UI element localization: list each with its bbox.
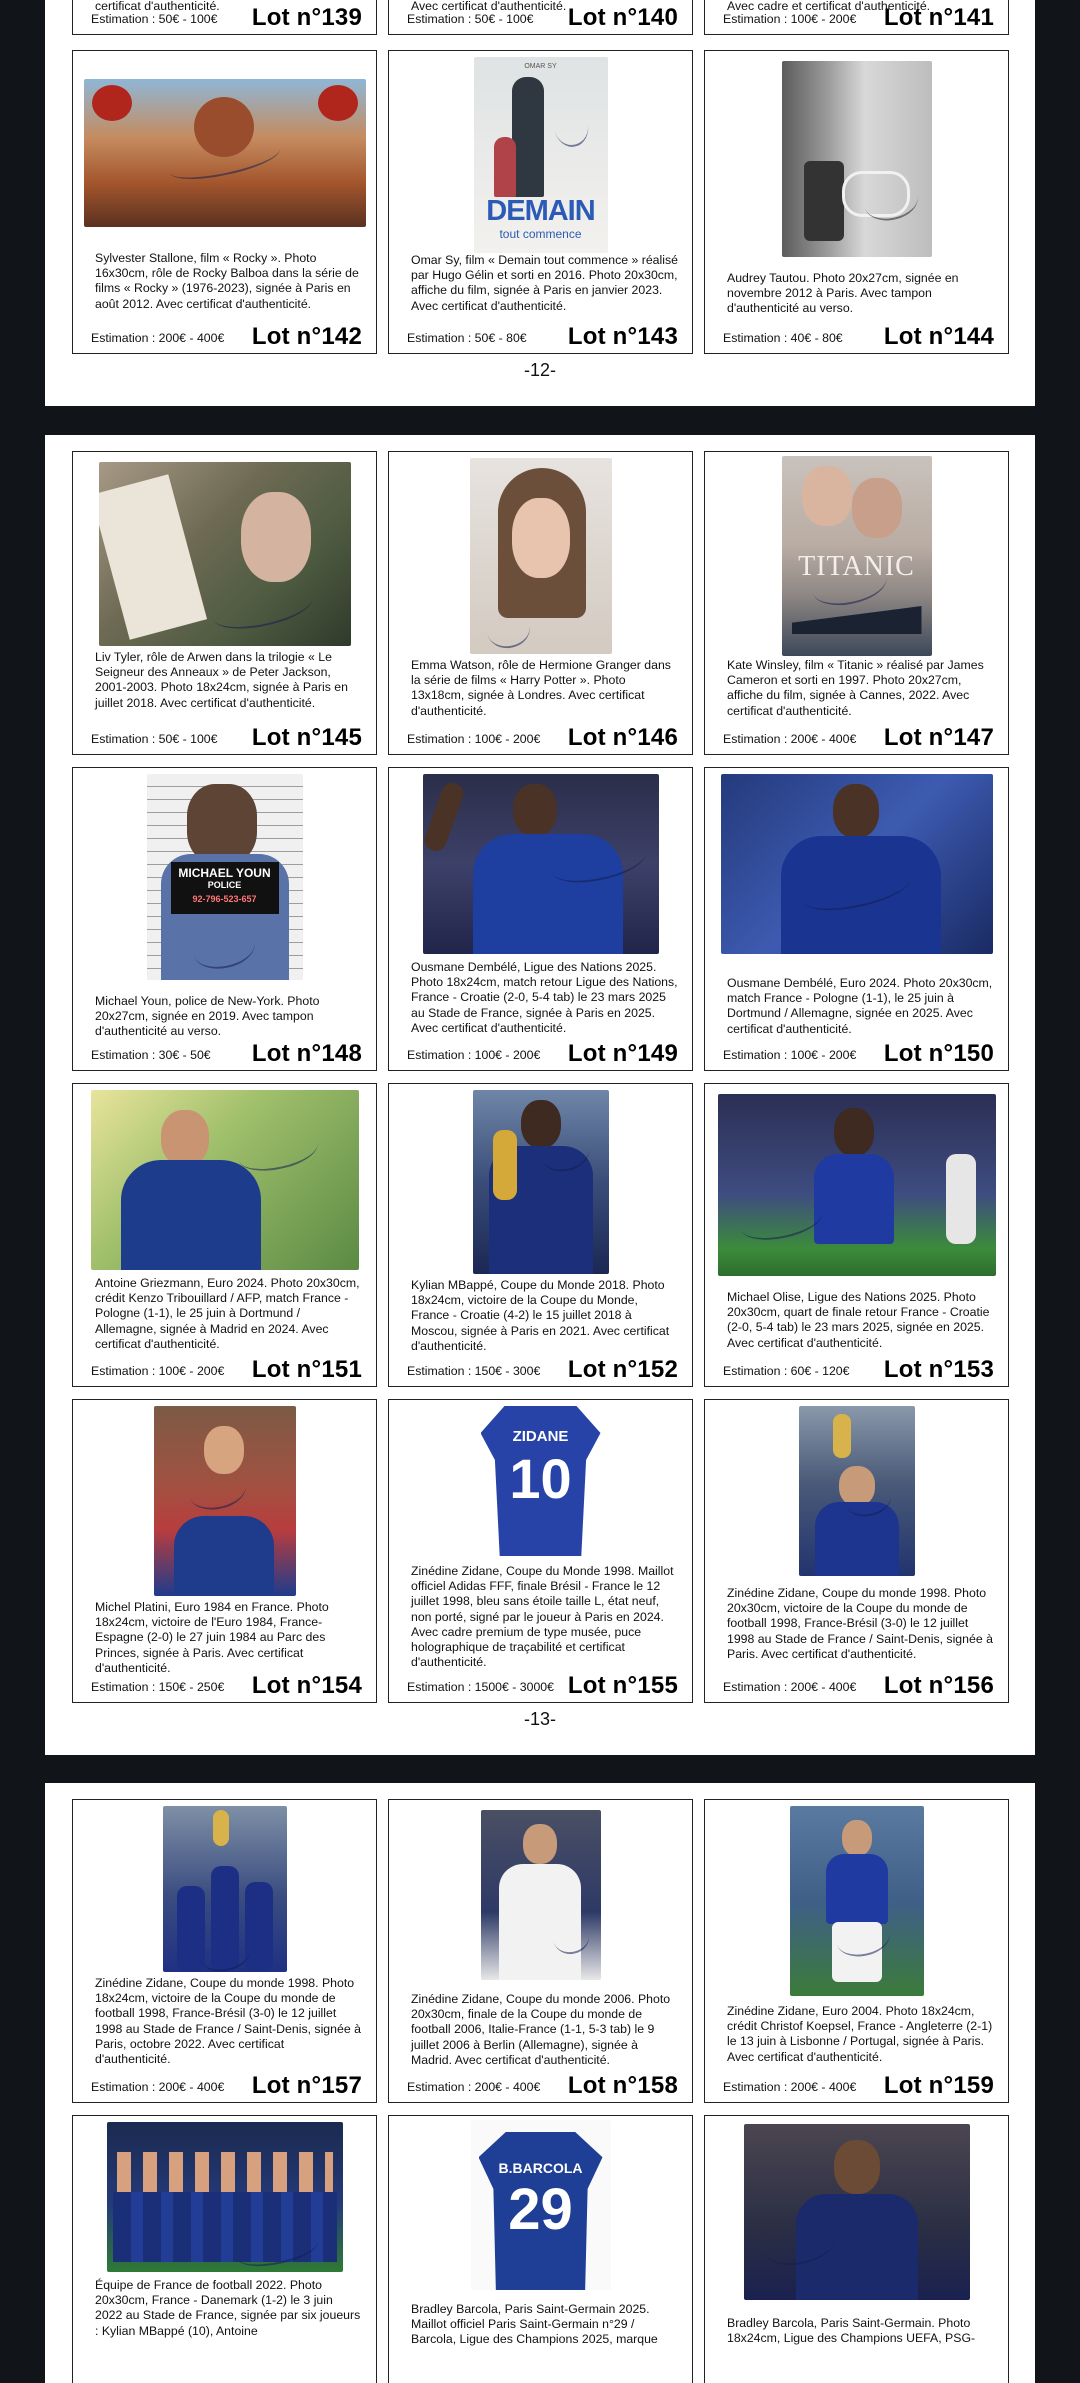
lot-estimate: Estimation : 100€ - 200€ bbox=[91, 1364, 225, 1378]
lot-description: Sylvester Stallone, film « Rocky ». Photo 16x30cm, rôle de Rocky Balboa dans la série de films « Rocky » (1976-2023), signée à Paris en août 2012. Avec certificat d'authenticité. bbox=[95, 251, 359, 311]
jersey-name: ZIDANE bbox=[512, 1428, 569, 1445]
lot-description: Avec cadre et certificat d'authenticité. bbox=[727, 0, 931, 13]
poster-top-text: OMAR SY bbox=[524, 63, 557, 70]
lot-number: Lot n°156 bbox=[883, 1672, 994, 1699]
lot-estimate: Estimation : 50€ - 100€ bbox=[91, 12, 218, 26]
lot-number: Lot n°158 bbox=[567, 2072, 678, 2099]
lot-photo-zidane-2004 bbox=[790, 1806, 924, 1996]
lot-number: Lot n°140 bbox=[567, 4, 678, 31]
lot-number: Lot n°144 bbox=[883, 323, 994, 350]
lot-estimate: Estimation : 100€ - 200€ bbox=[723, 1048, 857, 1062]
lot-estimate: Estimation : 1500€ - 3000€ bbox=[407, 1680, 554, 1694]
lot-number: Lot n°155 bbox=[567, 1672, 678, 1699]
lot-estimate: Estimation : 100€ - 200€ bbox=[407, 732, 541, 746]
lot-number: Lot n°142 bbox=[251, 323, 362, 350]
lot-photo-dembele-2025 bbox=[423, 774, 659, 954]
jersey-name: B.BARCOLA bbox=[498, 2160, 583, 2176]
lot-photo-olise bbox=[718, 1094, 996, 1276]
lot-card-144[interactable] bbox=[704, 50, 1009, 354]
lot-number: Lot n°147 bbox=[883, 724, 994, 751]
lot-card-146[interactable] bbox=[388, 451, 693, 755]
lot-photo-barcola bbox=[744, 2124, 970, 2300]
lot-description: Ousmane Dembélé, Euro 2024. Photo 20x30cm, match France - Pologne (1-1), le 25 juin à Dortmund / Allemagne, signée en 2025. Avec certificat d'authenticité. bbox=[727, 976, 993, 1036]
jersey-number: 10 bbox=[509, 1447, 572, 1510]
lot-poster-titanic bbox=[782, 456, 932, 656]
page-number: -12- bbox=[523, 360, 556, 380]
lot-estimate: Estimation : 100€ - 200€ bbox=[407, 1048, 541, 1062]
lot-photo-mbappe bbox=[473, 1090, 609, 1274]
lot-estimate: Estimation : 50€ - 100€ bbox=[91, 732, 218, 746]
lot-card-143[interactable] bbox=[388, 50, 693, 354]
page-number: -13- bbox=[523, 1709, 556, 1729]
poster-title: TITANIC bbox=[798, 551, 915, 582]
lot-description: Bradley Barcola, Paris Saint-Germain 2025. Maillot officiel Paris Saint-Germain n°29 / Barcola, Ligue des Champions 2025, marque bbox=[411, 2302, 658, 2347]
lot-photo-michael-youn bbox=[147, 774, 303, 980]
lot-estimate: Estimation : 200€ - 400€ bbox=[407, 2080, 541, 2094]
lot-description: Emma Watson, rôle de Hermione Granger dans la série de films « Harry Potter ». Photo 13x18cm, signée à Londres. Avec certificat d'authenticité. bbox=[411, 658, 671, 718]
lot-estimate: Estimation : 60€ - 120€ bbox=[723, 1364, 850, 1378]
lot-card-149[interactable] bbox=[388, 767, 693, 1071]
lot-card-161[interactable] bbox=[388, 2115, 693, 2383]
lot-card-155[interactable] bbox=[388, 1399, 693, 1703]
lot-card-154[interactable] bbox=[72, 1399, 377, 1703]
poster-title: DEMAIN bbox=[486, 195, 595, 227]
catalog-page-12 bbox=[45, 0, 1035, 406]
lot-number: Lot n°149 bbox=[567, 1040, 678, 1067]
poster-subtitle: tout commence bbox=[499, 227, 582, 241]
lot-card-145[interactable] bbox=[72, 451, 377, 755]
lot-description: Michael Olise, Ligue des Nations 2025. Photo 20x30cm, quart de finale retour France - Croatie (2-0, 5-4 tab) le 23 mars 2025, signée en 2025. Avec certificat d'authenticité. bbox=[727, 1290, 990, 1350]
lot-number: Lot n°146 bbox=[567, 724, 678, 751]
lot-description: certificat d'authenticité. bbox=[95, 0, 220, 13]
lot-estimate: Estimation : 200€ - 400€ bbox=[91, 331, 225, 345]
lot-number: Lot n°152 bbox=[567, 1356, 678, 1383]
lot-description: Kate Winsley, film « Titanic » réalisé par James Cameron et sorti en 1997. Photo 20x27cm, affiche du film, signée à Cannes, 2022. Avec certificat d'authenticité. bbox=[727, 658, 984, 718]
lot-description: Omar Sy, film « Demain tout commence » réalisé par Hugo Gélin et sorti en 2016. Photo 20x30cm, affiche du film, signée à Paris en janvier 2023. Avec certificat d'authenticité. bbox=[411, 253, 678, 313]
lot-jersey-zidane-1998 bbox=[481, 1406, 601, 1556]
lot-card-148[interactable] bbox=[72, 767, 377, 1071]
lot-card-139[interactable] bbox=[72, 0, 377, 35]
lot-description: Michael Youn, police de New-York. Photo 20x27cm, signée en 2019. Avec tampon d'authenticité au verso. bbox=[95, 994, 320, 1039]
lot-estimate: Estimation : 30€ - 50€ bbox=[91, 1048, 211, 1062]
lot-description: Kylian MBappé, Coupe du Monde 2018. Photo 18x24cm, victoire de la Coupe du Monde, France - Croatie (4-2) le 15 juillet 2018 à Moscou, signée à Paris en 2021. Avec certificat d'authenticité. bbox=[411, 1278, 670, 1353]
lot-description: Audrey Tautou. Photo 20x27cm, signée en novembre 2012 à Paris. Avec tampon d'authenticité au verso. bbox=[727, 271, 959, 316]
lot-card-141[interactable] bbox=[704, 0, 1009, 35]
lot-description: Liv Tyler, rôle de Arwen dans la trilogie « Le Seigneur des Anneaux » de Peter Jackson, 2001-2003. Photo 18x24cm, signée à Paris en juillet 2018. Avec certificat d'authenticité. bbox=[95, 650, 348, 710]
lot-card-140[interactable] bbox=[388, 0, 693, 35]
lot-estimate: Estimation : 150€ - 250€ bbox=[91, 1680, 225, 1694]
lot-card-147[interactable] bbox=[704, 451, 1009, 755]
lot-number: Lot n°150 bbox=[883, 1040, 994, 1067]
lot-card-162[interactable] bbox=[704, 2115, 1009, 2383]
lot-card-152[interactable] bbox=[388, 1083, 693, 1387]
lot-photo-equipe-france-2022 bbox=[107, 2122, 343, 2272]
lot-estimate: Estimation : 200€ - 400€ bbox=[723, 1680, 857, 1694]
lot-description: Antoine Griezmann, Euro 2024. Photo 20x30cm, crédit Kenzo Tribouillard / AFP, match France - Pologne (1-1), le 25 juin à Dortmund / Allemagne, signée à Madrid en 2024. Avec certificat d'authenticité. bbox=[95, 1276, 360, 1351]
lot-number: Lot n°143 bbox=[567, 323, 678, 350]
lot-jersey-barcola bbox=[471, 2120, 611, 2290]
lot-number: Lot n°148 bbox=[251, 1040, 362, 1067]
lot-photo-zidane-2006 bbox=[481, 1810, 601, 1980]
lot-card-160[interactable] bbox=[72, 2115, 377, 2383]
lot-number: Lot n°157 bbox=[251, 2072, 362, 2099]
lot-photo-platini bbox=[154, 1406, 296, 1596]
lot-description: Bradley Barcola, Paris Saint-Germain. Photo 18x24cm, Ligue des Champions UEFA, PSG- bbox=[727, 2316, 976, 2346]
lot-description: Ousmane Dembélé, Ligue des Nations 2025. Photo 18x24cm, match retour Ligue des Nations, France - Croatie (2-0, 5-4 tab) le 23 mars 2025 au Stade de France, signée à Paris en 2025. Avec certificat d'authenticité. bbox=[411, 960, 678, 1035]
lot-number: Lot n°151 bbox=[251, 1356, 362, 1383]
lot-estimate: Estimation : 40€ - 80€ bbox=[723, 331, 843, 345]
jersey-number: 29 bbox=[508, 2177, 573, 2242]
lot-estimate: Estimation : 200€ - 400€ bbox=[723, 732, 857, 746]
lot-card-159[interactable] bbox=[704, 1799, 1009, 2103]
lot-photo-griezmann bbox=[91, 1090, 359, 1270]
mugshot-board: MICHAEL YOUN POLICE 92-796-523-657 bbox=[171, 862, 279, 914]
lot-estimate: Estimation : 50€ - 80€ bbox=[407, 331, 527, 345]
lot-description: Zinédine Zidane, Euro 2004. Photo 18x24cm, crédit Christof Koepsel, France - Angleterre (2-1) le 13 juin à Lisbonne / Portugal, signée à Paris. Avec certificat d'authenticité. bbox=[727, 2004, 993, 2064]
catalog-page-13 bbox=[45, 435, 1035, 1755]
lot-photo-zidane-1998-team bbox=[163, 1806, 287, 1972]
lot-photo-emma-watson bbox=[470, 458, 612, 654]
lot-photo-stallone bbox=[84, 79, 366, 227]
lot-estimate: Estimation : 150€ - 300€ bbox=[407, 1364, 541, 1378]
lot-description: Avec certificat d'authenticité. bbox=[411, 0, 567, 13]
lot-photo-liv-tyler bbox=[99, 462, 351, 646]
lot-number: Lot n°145 bbox=[251, 724, 362, 751]
lot-card-158[interactable] bbox=[388, 1799, 693, 2103]
lot-photo-tautou bbox=[782, 61, 932, 257]
lot-photo-zidane-1998-trophy bbox=[799, 1406, 915, 1576]
lot-number: Lot n°159 bbox=[883, 2072, 994, 2099]
lot-description: Zinédine Zidane, Coupe du Monde 1998. Maillot officiel Adidas FFF, finale Brésil - France le 12 juillet 1998, bleu sans étoile taille L, état neuf, non porté, signé par le joueur à Paris en 2024. Avec cadre premium de type musée, puce holographique de traçabilité et certificat d'authenticité. bbox=[411, 1564, 674, 1670]
lot-description: Michel Platini, Euro 1984 en France. Photo 18x24cm, victoire de l'Euro 1984, France-Espagne (2-0) le 27 juin 1984 au Parc des Princes, signée à Paris. Avec certificat d'authenticité. bbox=[95, 1600, 329, 1675]
catalog-page-14 bbox=[45, 1783, 1035, 2383]
lot-number: Lot n°139 bbox=[251, 4, 362, 31]
lot-card-142[interactable] bbox=[72, 50, 377, 354]
lot-card-156[interactable] bbox=[704, 1399, 1009, 1703]
lot-card-151[interactable] bbox=[72, 1083, 377, 1387]
lot-estimate: Estimation : 100€ - 200€ bbox=[723, 12, 857, 26]
lot-photo-dembele-2024 bbox=[721, 774, 993, 954]
lot-description: Zinédine Zidane, Coupe du monde 1998. Photo 20x30cm, victoire de la Coupe du monde de football 1998, France-Brésil (3-0) le 12 juillet 1998 au Stade de France / Saint-Denis, signée à Paris. Avec certificat d'authenticité. bbox=[727, 1586, 993, 1661]
lot-number: Lot n°141 bbox=[883, 4, 994, 31]
lot-number: Lot n°153 bbox=[883, 1356, 994, 1383]
lot-description: Équipe de France de football 2022. Photo 20x30cm, France - Danemark (1-2) le 3 juin 2022 au Stade de France, signée par six joueurs : Kylian MBappé (10), Antoine bbox=[95, 2278, 361, 2338]
lot-card-150[interactable] bbox=[704, 767, 1009, 1071]
lot-estimate: Estimation : 50€ - 100€ bbox=[407, 12, 534, 26]
lot-poster-demain bbox=[474, 57, 608, 253]
lot-description: Zinédine Zidane, Coupe du monde 1998. Photo 18x24cm, victoire de la Coupe du monde de football 1998, France-Brésil (3-0) le 12 juillet 1998 au Stade de France / Saint-Denis, signée à Paris, octobre 2022. Avec certificat d'authenticité. bbox=[95, 1976, 361, 2067]
lot-card-153[interactable] bbox=[704, 1083, 1009, 1387]
lot-estimate: Estimation : 200€ - 400€ bbox=[91, 2080, 225, 2094]
lot-description: Zinédine Zidane, Coupe du monde 2006. Photo 20x30cm, finale de la Coupe du monde de football 2006, Italie-France (1-1, 5-3 tab) le 9 juillet 2006 à Berlin (Allemagne), signée à Madrid. Avec certificat d'authenticité. bbox=[411, 1992, 671, 2067]
lot-number: Lot n°154 bbox=[251, 1672, 362, 1699]
lot-estimate: Estimation : 200€ - 400€ bbox=[723, 2080, 857, 2094]
lot-card-157[interactable] bbox=[72, 1799, 377, 2103]
